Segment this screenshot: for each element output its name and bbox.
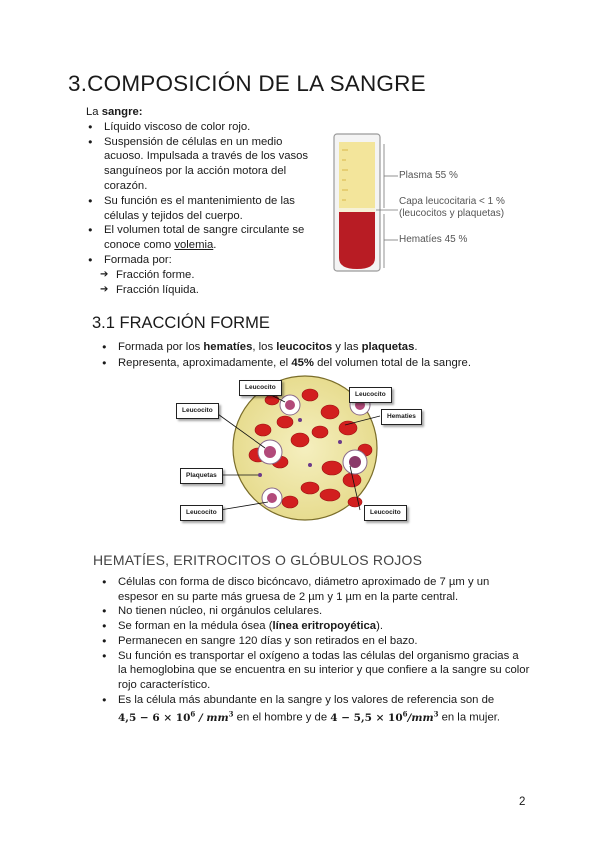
formula-exp: 3 bbox=[228, 709, 234, 719]
hematies-bold: línea eritropoyética bbox=[272, 620, 377, 633]
sub-item-forme: ➔ Fracción forme. bbox=[86, 268, 316, 283]
formula-men bbox=[118, 709, 234, 724]
hematies-text: en el hombre y de bbox=[233, 711, 331, 724]
rbc bbox=[321, 405, 339, 419]
volemia-text: El volumen total de sangre circulante se conoce como bbox=[104, 224, 305, 252]
intro-lead-bold: sangre: bbox=[101, 106, 143, 118]
list-item: ● Formada por: bbox=[86, 253, 316, 268]
section-title-forme: 3.1 FRACCIÓN FORME bbox=[92, 314, 270, 332]
rbc bbox=[301, 482, 319, 494]
capa-label-1: Capa leucocitaria < 1 % bbox=[399, 196, 505, 207]
list-item: ● Suspensión de células en un medio acuoso. Impulsada a través de los vasos sanguíneos por la acción motora del corazón. bbox=[86, 135, 316, 194]
platelet bbox=[308, 463, 312, 467]
list-item bbox=[100, 619, 530, 634]
forme-leucocitos: leucocitos bbox=[276, 341, 333, 353]
section-title-hematies: HEMATÍES, ERITROCITOS O GLÓBULOS ROJOS bbox=[93, 552, 423, 568]
intro-lead bbox=[86, 105, 316, 120]
hematies-list bbox=[100, 575, 530, 726]
rbc bbox=[322, 461, 342, 475]
forme-text: del volumen total de la sangre. bbox=[313, 356, 471, 369]
sub-item-liquida: ➔ Fracción líquida. bbox=[86, 283, 316, 298]
formula-part: 4,5 − 6 × 10 bbox=[118, 711, 191, 724]
rbc bbox=[282, 496, 298, 508]
formula-exp: 3 bbox=[433, 709, 439, 719]
wbc-nucleus bbox=[285, 400, 295, 410]
list-item bbox=[100, 693, 530, 726]
forme-text: y las bbox=[332, 341, 362, 353]
forme-plaquetas: plaquetas bbox=[361, 341, 415, 353]
hematies-text: Se forman en la médula ósea ( bbox=[118, 620, 273, 633]
platelet bbox=[298, 418, 302, 422]
list-item: ● Su función es transportar el oxígeno a todas las células del organismo gracias a la hemoglobina que se encuentra en su interior y que confiere a la sangre su color rojo característico. bbox=[100, 649, 530, 693]
rbc bbox=[277, 416, 293, 428]
leader bbox=[220, 502, 268, 510]
forme-text: , los bbox=[252, 341, 277, 353]
formula-unit: /mm bbox=[407, 711, 434, 724]
hematies-text: Es la célula más abundante en la sangre y los valores de referencia son de bbox=[118, 693, 495, 706]
forme-list bbox=[100, 340, 540, 371]
wbc-nucleus bbox=[349, 456, 361, 468]
platelet bbox=[338, 440, 342, 444]
label-leucocito-bottom-left: Leucocito bbox=[180, 505, 223, 521]
forme-text: . bbox=[414, 341, 418, 353]
intro-list bbox=[86, 120, 316, 268]
rbc bbox=[320, 489, 340, 501]
list-item: ● Líquido viscoso de color rojo. bbox=[86, 120, 316, 135]
rbc bbox=[302, 389, 318, 401]
platelet bbox=[258, 473, 262, 477]
rbc bbox=[348, 497, 362, 507]
forme-hematies: hematíes bbox=[203, 341, 253, 353]
tube-buffy-coat bbox=[339, 208, 375, 212]
page-title: 3.COMPOSICIÓN DE LA SANGRE bbox=[68, 71, 426, 96]
forme-text: Formada por los bbox=[118, 341, 204, 353]
list-item bbox=[100, 340, 540, 356]
hematies-text: ). bbox=[376, 620, 383, 633]
label-leucocito-left: Leucocito bbox=[176, 403, 219, 419]
tube-plasma bbox=[339, 142, 375, 208]
wbc-nucleus bbox=[264, 446, 276, 458]
list-item: ● Su función es el mantenimiento de las células y tejidos del cuerpo. bbox=[86, 194, 316, 224]
forme-text: Representa, aproximadamente, el bbox=[118, 356, 292, 369]
intro-lead-text: La bbox=[86, 106, 102, 118]
wbc-nucleus bbox=[267, 493, 277, 503]
rbc bbox=[312, 426, 328, 438]
volemia-end: . bbox=[213, 239, 217, 252]
list-item: ● Permanecen en sangre 120 días y son retirados en el bazo. bbox=[100, 634, 530, 649]
rbc bbox=[291, 433, 309, 447]
rbc bbox=[339, 421, 357, 435]
formula-unit: / mm bbox=[195, 711, 229, 724]
label-leucocito-right: Leucocito bbox=[349, 387, 392, 403]
list-item: ● Células con forma de disco bicóncavo, diámetro aproximado de 7 µm y un espesor en su parte más gruesa de 2 µm y 1 µm en la parte central. bbox=[100, 575, 530, 604]
formula-women bbox=[330, 709, 439, 724]
formula-part: 4 − 5,5 × 10 bbox=[330, 711, 403, 724]
page-number: 2 bbox=[519, 796, 526, 808]
capa-label-2: (leucocitos y plaquetas) bbox=[399, 208, 505, 219]
volemia-word: volemia bbox=[174, 239, 214, 252]
formula-exp: 6 bbox=[190, 709, 196, 719]
hematies-tube-label: Hematíes 45 % bbox=[399, 234, 468, 245]
list-item bbox=[100, 356, 540, 372]
tube-red-cells bbox=[339, 212, 375, 269]
label-hematies: Hematies bbox=[381, 409, 422, 425]
list-item bbox=[86, 223, 316, 253]
label-leucocito-top: Leucocito bbox=[239, 380, 282, 396]
plasma-label: Plasma 55 % bbox=[399, 170, 458, 181]
forme-percent: 45% bbox=[291, 356, 314, 369]
rbc bbox=[265, 395, 279, 405]
hematies-text: en la mujer. bbox=[438, 711, 501, 724]
intro-block bbox=[86, 105, 316, 297]
formula-exp: 6 bbox=[402, 709, 408, 719]
label-leucocito-bottom-right: Leucocito bbox=[364, 505, 407, 521]
label-plaquetas: Plaquetas bbox=[180, 468, 223, 484]
list-item: ● No tienen núcleo, ni orgánulos celulares. bbox=[100, 604, 530, 619]
rbc bbox=[255, 424, 271, 436]
